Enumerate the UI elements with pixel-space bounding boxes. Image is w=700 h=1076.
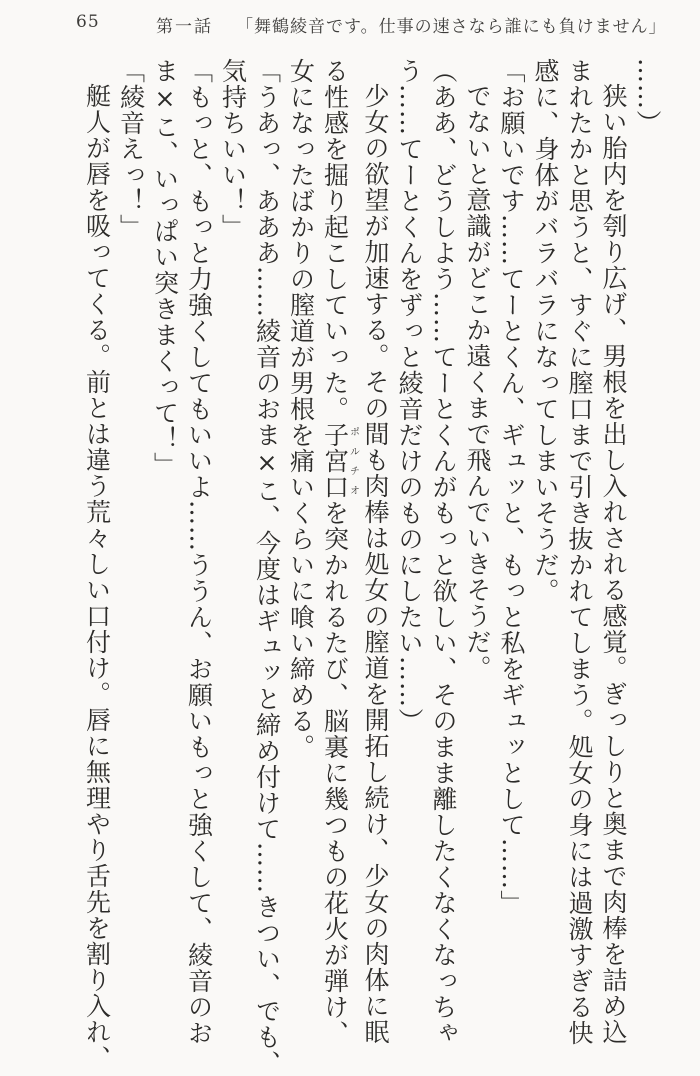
text-line: まれたかと思うと、すぐに膣口まで引き抜かれてしまう。処女の身には過激すぎる快	[565, 58, 594, 1046]
text-line: 女になったばかりの膣道が男根を痛いくらいに喰い締める。	[286, 58, 316, 760]
page-number: 65	[76, 12, 100, 32]
text-line: 少女の欲望が加速する。その間も肉棒は処女の膣道を開拓し続け、少女の肉体に眠	[361, 83, 390, 1045]
running-head	[0, 8, 700, 36]
text-line: 「もっと、もっと力強くしてもいいよ……ううん、お願いもっと強くして、綾音のお	[184, 58, 214, 1046]
text-line: 感に、身体がバラバラになってしまいそうだ。	[531, 58, 560, 604]
chapter-title: 「舞鶴綾音です。仕事の速さなら誰にも負けません」	[236, 17, 667, 37]
text-line: ま×こ、いっぱい突きまくって！」	[150, 58, 180, 478]
chapter-label: 第一話	[156, 17, 213, 37]
page-body-text	[80, 58, 665, 1076]
ruby-annotated-word: 子宮口ポルチオ	[320, 422, 359, 500]
text-line: ……）	[633, 58, 662, 136]
text-line: る性感を掘り起こしていった。子宮口ポルチオを突かれるたび、脳裏に幾つもの花火が弾け、	[320, 58, 359, 1046]
text-line: 艇人が唇を吸ってくる。前とは違う荒々しい口付け。唇に無理やり舌先を割り入れ、	[82, 83, 112, 1071]
text-line: 狭い胎内を刳り広げ、男根を出し入れされる感覚。ぎっしりと奥まで肉棒を詰め込	[599, 83, 628, 1045]
text-line: う……てーとくんをずっと綾音だけのものにしたい……）	[395, 58, 424, 734]
text-line: 「お願いです……てーとくん、ギュッと、もっと私をギュッとして……」	[497, 58, 526, 916]
text-line: （ああ、どうしよう……てーとくんがもっと欲しい、そのまま離したくなくなっちゃ	[429, 58, 458, 1046]
text-line: 「うあっ、あああ……綾音のおま×こ、今度はギュッと締め付けて……きつい、でも、	[252, 58, 282, 1076]
text-line: 気持ちいい！」	[218, 58, 248, 240]
text-line: 「綾音えっ！」	[116, 58, 146, 240]
text-line: でないと意識がどこか遠くまで飛んでいきそうだ。	[463, 83, 492, 681]
